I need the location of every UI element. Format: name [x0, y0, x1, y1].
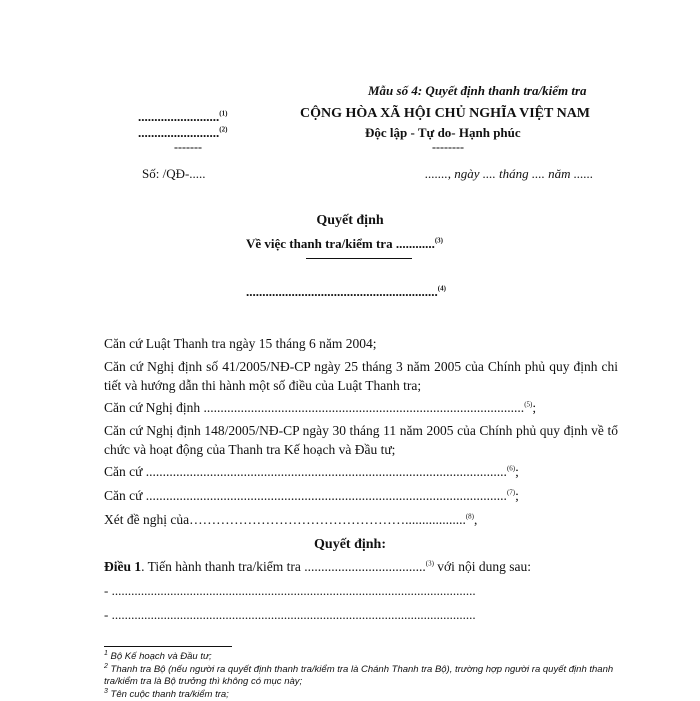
footnote-3-num: 3	[104, 687, 108, 695]
decision-subject	[246, 236, 443, 252]
footnote-ref-5: (5)	[524, 400, 533, 409]
basis-law: Căn cứ Luật Thanh tra ngày 15 tháng 6 năm 2004;	[104, 336, 377, 351]
footnote-ref-3: (3)	[434, 236, 444, 245]
footnote-2	[104, 664, 624, 688]
org-line-1-text: .........................	[138, 109, 220, 124]
footnote-1	[104, 651, 624, 663]
footnote-2-num: 2	[104, 662, 108, 670]
footnote-ref-6: (6)	[506, 464, 516, 473]
footnote-ref-8: (8)	[465, 512, 475, 521]
footnote-1-text: Bộ Kế hoạch và Đầu tư;	[110, 651, 212, 662]
national-motto: Độc lập - Tự do- Hạnh phúc	[365, 125, 521, 140]
footnote-3	[104, 689, 624, 701]
footnote-2-text: Thanh tra Bộ (nếu người ra quyết định thanh tra/kiểm tra là Chánh Thanh tra Bộ), trường hợp người ra quyết định thanh tra/kiểm tra là Bộ trưởng thì không có mục này;	[104, 664, 614, 687]
org-line-2	[138, 125, 227, 141]
basis-other-2-text: Căn cứ ...........................................................................................................	[104, 488, 507, 503]
decision-title: Quyết định	[316, 213, 384, 228]
decision-heading: Quyết định:	[314, 537, 386, 552]
footnote-ref-2: (2)	[219, 125, 228, 134]
basis-decree-blank-text: Căn cứ Nghị định ...............................................................................................	[104, 400, 525, 415]
basis-decree-blank-tail: ;	[532, 400, 537, 415]
org-line-2-text: .........................	[138, 125, 220, 140]
basis-decree-148: Căn cứ Nghị định 148/2005/NĐ-CP ngày 30 tháng 11 năm 2005 của Chính phủ quy định về tổ chức và hoạt động của Thanh tra Kế hoạch và Đầu tư;	[104, 423, 618, 457]
basis-other-2-tail: ;	[515, 488, 519, 503]
article-1	[104, 559, 531, 575]
motto-divider: --------	[432, 140, 464, 154]
issuer-text: ...........................................................	[246, 284, 438, 299]
subject-underline	[306, 258, 412, 259]
footnote-ref-4: (4)	[437, 284, 446, 293]
basis-decree-41: Căn cứ Nghị định số 41/2005/NĐ-CP ngày 25 tháng 3 năm 2005 của Chính phủ quy định chi tiết và hướng dẫn thi hành một số điều của Luật Thanh tra;	[104, 359, 618, 393]
proposal-line	[104, 510, 618, 529]
national-title: CỘNG HÒA XÃ HỘI CHỦ NGHĨA VIỆT NAM	[300, 106, 591, 121]
footnote-ref-7: (7)	[506, 488, 516, 497]
content-line-2: - ................................................................................................................	[104, 607, 476, 622]
content-line-1: - ................................................................................................................	[104, 583, 476, 598]
article-1-tail: với nội dung sau:	[433, 559, 532, 574]
footnote-ref-3b: (3)	[425, 559, 434, 568]
basis-other-1	[104, 462, 618, 481]
article-1-label: Điều 1	[104, 559, 142, 574]
org-divider: -------	[174, 140, 202, 154]
footnote-1-num: 1	[104, 649, 108, 657]
decision-subject-text: Về việc thanh tra/kiểm tra ............	[246, 236, 435, 251]
form-title: Mẫu số 4: Quyết định thanh tra/kiểm tra	[368, 83, 587, 98]
basis-decree-blank	[104, 398, 618, 417]
basis-other-1-tail: ;	[515, 464, 519, 479]
proposal-text: Xét đề nghị của…………………………………………..................	[104, 512, 466, 527]
decision-number: Số: /QĐ-.....	[142, 166, 206, 181]
footnote-separator	[104, 646, 232, 647]
org-line-1	[138, 109, 227, 125]
decision-date: ......., ngày .... tháng .... năm ......	[425, 166, 594, 181]
article-1-text: . Tiến hành thanh tra/kiểm tra ....................................	[141, 559, 426, 574]
issuer-line	[246, 284, 446, 300]
basis-other-2	[104, 486, 618, 505]
footnote-3-text: Tên cuộc thanh tra/kiểm tra;	[110, 689, 229, 700]
footnote-ref-1: (1)	[219, 109, 228, 118]
basis-other-1-text: Căn cứ ...........................................................................................................	[104, 464, 507, 479]
proposal-tail: ,	[474, 512, 478, 527]
